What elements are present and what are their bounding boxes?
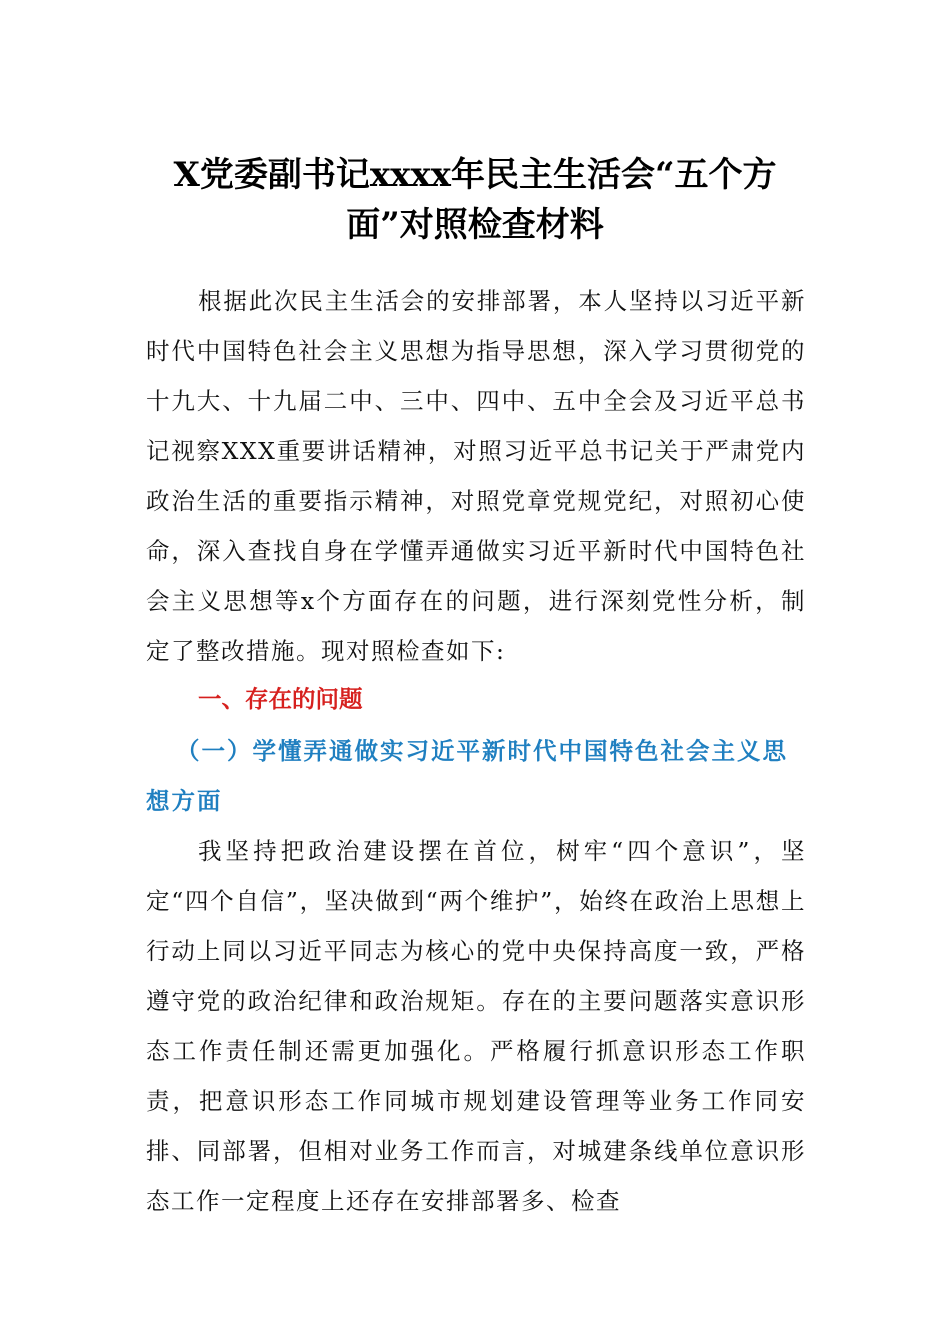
document-title: X党委副书记xxxx年民主生活会“五个方面”对照检查材料: [173, 155, 777, 245]
body-paragraph: 我坚持把政治建设摆在首位，树牢“四个意识”，坚定“四个自信”，坚决做到“两个维护”，始终在政治上思想上行动上同以习近平同志为核心的党中央保持高度一致，严格遵守党的政治纪律和政治规矩。存在的主要问题落实意识形态工作责任制还需更加强化。严格履行抓意识形态工作职责，把意识形态工作同城市规划建设管理等业务工作同安排、同部署，但相对业务工作而言，对城建条线单位意识形态工作一定程度上还存在安排部署多、检查: [146, 837, 806, 1215]
subsection-heading-theory: （一）学懂弄通做实习近平新时代中国特色社会主义思想方面: [146, 737, 788, 815]
section-heading-problems: 一、存在的问题: [198, 685, 363, 713]
intro-paragraph: 根据此次民主生活会的安排部署，本人坚持以习近平新时代中国特色社会主义思想为指导思想，深入学习贯彻党的十九大、十九届二中、三中、四中、五中全会及习近平总书记视察XXX重要讲话精神，对照习近平总书记关于严肃党内政治生活的重要指示精神，对照党章党规党纪，对照初心使命，深入查找自身在学懂弄通做实习近平新时代中国特色社会主义思想等x个方面存在的问题，进行深刻党性分析，制定了整改措施。现对照检查如下:: [146, 287, 806, 665]
